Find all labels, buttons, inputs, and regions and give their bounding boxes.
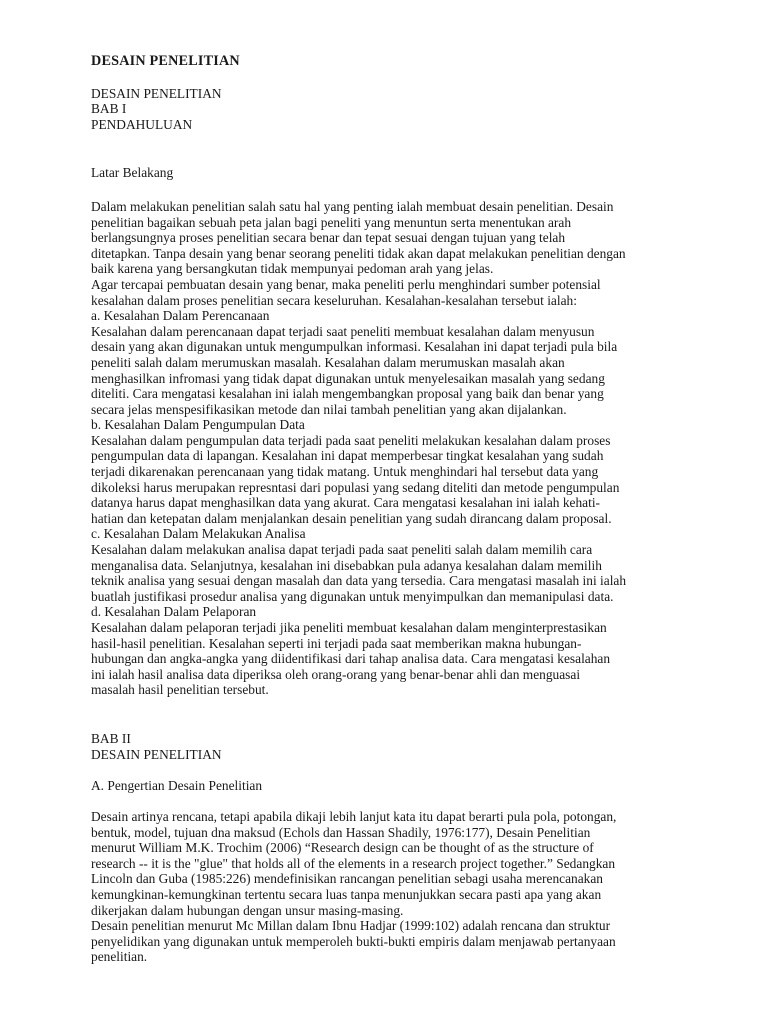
text-line: masalah hasil penelitian tersebut. [91,682,269,698]
text-line: Kesalahan dalam melakukan analisa dapat terjadi pada saat peneliti salah dalam memilih cara [91,542,593,558]
text-line: research -- it is the "glue" that holds all of the elements in a research project together.” Sedangkan [91,855,616,871]
heading-line: BAB I [91,101,127,117]
text-line: dikoleksi harus merupakan represntasi dari populasi yang sedang diteliti dan metode pengumpulan [91,479,620,495]
text-line: Kesalahan dalam perencanaan dapat terjadi saat peneliti membuat kesalahan dalam menyusun [91,323,595,339]
text-line: peneliti salah dalam merumuskan masalah. Kesalahan dalam merumuskan masalah akan [91,354,565,370]
text-line: Lincoln dan Guba (1985:226) mendefinisikan rancangan penelitian sebagi usaha merencanakan [91,871,604,887]
text-line: Desain penelitian menurut Mc Millan dalam Ibnu Hadjar (1999:102) adalah rencana dan struktur [91,918,611,934]
text-line: baik karena yang bersangkutan tidak mempunyai pedoman arah yang jelas. [91,261,494,277]
text-line: d. Kesalahan Dalam Pelaporan [91,604,257,620]
text-line: secara jelas menspesifikasikan metode dan nilai tambah penelitian yang akan dijalankan. [91,401,567,417]
text-line: kesalahan dalam proses penelitian secara keseluruhan. Kesalahan-kesalahan tersebut ialah: [91,292,577,308]
document-title: DESAIN PENELITIAN [91,53,240,69]
text-line: menurut William M.K. Trochim (2006) “Research design can be thought of as the structure of [91,840,594,856]
text-line: diteliti. Cara mengatasi kesalahan ini ialah mengembangkan proposal yang baik dan benar yang [91,386,604,402]
section-heading-pengertian: A. Pengertian Desain Penelitian [91,777,263,793]
text-line: penelitian. [91,949,148,965]
text-line: datanya harus dapat menghasilkan data yang akurat. Cara mengatasi kesalahan ini ialah kehati- [91,495,601,511]
text-line: dikerjakan dalam hubungan dengan unsur masing-masing. [91,902,404,918]
text-line: Dalam melakukan penelitian salah satu hal yang penting ialah membuat desain penelitian. Desain [91,198,614,214]
heading-line: DESAIN PENELITIAN [91,85,222,101]
text-line: Kesalahan dalam pengumpulan data terjadi pada saat peneliti melakukan kesalahan dalam proses [91,432,611,448]
text-line: c. Kesalahan Dalam Melakukan Analisa [91,526,306,542]
text-line: teknik analisa yang sesuai dengan masalah dan data yang tersedia. Cara mengatasi masalah ini ialah [91,573,627,589]
text-line: terjadi dikarenakan perencanaan yang tidak matang. Untuk menghindari hal tersebut data yang [91,464,599,480]
text-line: menganalisa data. Selanjutnya, kesalahan ini disebabkan pula adanya kesalahan dalam memilih [91,557,602,573]
paragraph-pengertian [91,809,691,965]
text-line: menghasilkan infromasi yang tidak dapat digunakan untuk menyelesaikan masalah yang sedang [91,370,605,386]
section-heading-latar-belakang: Latar Belakang [91,165,174,181]
bab2-heading-line: DESAIN PENELITIAN [91,746,222,762]
text-line: ini ialah hasil analisa data diperiksa oleh orang-orang yang benar-benar ahli dan menguasai [91,666,581,682]
text-line: penelitian bagaikan sebuah peta jalan bagi peneliti yang menuntun serta menentukan arah [91,214,572,230]
heading-line: PENDAHULUAN [91,116,193,132]
text-line: penyelidikan yang digunakan untuk memperoleh bukti-bukti empiris dalam menjawab pertanyaan [91,933,616,949]
text-line: berlangsungnya proses penelitian secara benar dan tepat sesuai dengan tujuan yang telah [91,230,566,246]
text-line: pengumpulan data di lapangan. Kesalahan ini dapat memperbesar tingkat kesalahan yang sudah [91,448,604,464]
text-line: Kesalahan dalam pelaporan terjadi jika peneliti membuat kesalahan dalam menginterprestasikan [91,620,607,635]
text-line: bentuk, model, tujuan dna maksud (Echols dan Hassan Shadily, 1976:177), Desain Penelitian [91,824,591,840]
text-line: a. Kesalahan Dalam Perencanaan [91,308,270,324]
text-line: buatlah justifikasi prosedur analisa yang digunakan untuk menyimpulkan dan memanipulasi data. [91,588,614,604]
text-line: Desain artinya rencana, tetapi apabila dikaji lebih lanjut kata itu dapat berarti pula pola, potongan, [91,808,617,824]
text-line: desain yang akan digunakan untuk mengumpulkan informasi. Kesalahan ini dapat terjadi pula bila [91,339,618,355]
document-page [91,54,691,965]
paragraph-latar-belakang [91,199,691,698]
bab2-heading-block [91,731,691,762]
text-line: hubungan dan angka-angka yang diidentifikasi dari tahap analisa data. Cara mengatasi kesalahan [91,651,611,667]
text-line: hasil-hasil penelitian. Kesalahan seperti ini terjadi pada saat memberikan makna hubungan- [91,635,582,651]
text-line: hatian dan ketepatan dalam menjalankan desain penelitian yang sudah dirancang dalam proposal. [91,510,612,526]
bab2-heading-line: BAB II [91,730,131,746]
heading-block [91,86,691,133]
text-line: ditetapkan. Tanpa desain yang benar seorang peneliti tidak akan dapat melakukan penelitian dengan [91,245,626,261]
text-line: kemungkinan-kemungkinan tertentu secara luas tanpa menunjukkan secara pasti apa yang akan [91,886,602,902]
text-line: Agar tercapai pembuatan desain yang benar, maka peneliti perlu menghindari sumber potensial [91,276,601,292]
text-line: b. Kesalahan Dalam Pengumpulan Data [91,417,305,433]
